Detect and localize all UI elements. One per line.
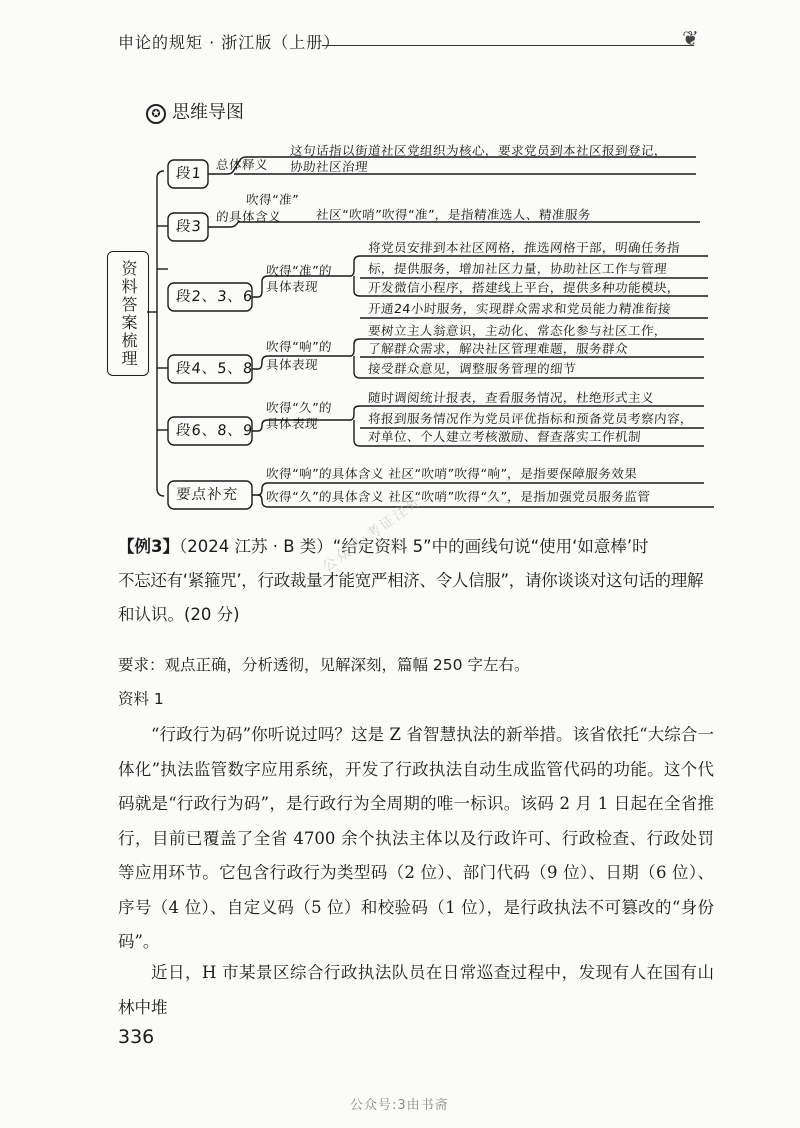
material-paragraph-1: “行政行为码”你听说过吗？这是 Z 省智慧执法的新举措。该省依托“大综合一体化”执法监管数字应用系统，开发了行政执法自动生成监管代码的功能。这个代码就是“行政行为码”，是行政行为全周期的唯一标识。该码 2 月 1 日起在全省推行，目前已覆盖了全省 4700 余个执法主体以及行政许可、行政检查、行政处罚等应用环节。它包含行政行为类型码（2 位）、部门代码（9 位）、日期（6 位）、序号（4 位）、自定义码（5 位）和校验码（1 位），是行政执法不可篡改的“身份码”。 [118,725,714,951]
p3-line: 社区“吹哨”吹得“准”，是指精准选人、精准服务 [315,207,592,222]
p458-line-1: 要树立主人翁意识，主动化、常态化参与社区工作， [367,323,668,338]
sprout-icon: ❦ [682,26,699,50]
example-text-2: 不忘还有‘紧箍咒’，行政裁量才能宽严相济、令人信服”，请你谈谈对这句话的理解 [118,571,704,590]
p689-label-2: 具体表现 [265,416,319,431]
p458-label-2: 具体表现 [265,357,319,372]
material-title: 资料 1 [118,690,164,708]
node-p3: 段3 [175,219,203,235]
p689-line-3: 对单位、个人建立考核激励、督查落实工作机制 [367,429,642,444]
header-rule [322,45,694,46]
mindmap-heading [146,98,244,124]
p236-label-2: 具体表现 [265,279,319,294]
node-p1: 段1 [175,166,203,182]
example-text-1: （2024 江苏 · B 类）“给定资料 5”中的画线句说“使用‘如意棒’时 [178,537,649,556]
material-paragraph-2: 近日，H 市某景区综合行政执法队员在日常巡查过程中，发现有人在国有山林中堆 [118,963,714,1017]
mindmap-root: 资料答案梳理 [107,251,149,376]
watermark: 公众号:考证注外 [319,492,426,576]
node-p689: 段6、8、9 [175,423,254,439]
star-badge-icon: ✪ [146,104,166,124]
p3-label-2: 的具体含义 [215,209,282,224]
page-number: 336 [118,1026,155,1048]
p458-label-1: 吹得“响”的 [265,339,333,354]
p3-label-1: 吹得“准” [245,192,300,207]
example-question [118,530,718,632]
p236-label-1: 吹得“准”的 [265,263,333,278]
mindmap-heading-text: 思维导图 [172,102,244,123]
requirement: 要求：观点正确，分析透彻，见解深刻，篇幅 250 字左右。 [118,656,530,674]
p689-line-2: 将报到服务情况作为党员评优指标和预备党员考察内容， [367,411,694,426]
running-header: 申论的规矩 · 浙江版（上册） [118,33,341,52]
p689-line-1: 随时调阅统计报表，查看服务情况，杜绝形式主义 [367,390,655,405]
node-p236: 段2、3、6 [175,289,254,305]
p236-line-4: 开通24小时服务，实现群众需求和党员能力精准衔接 [367,301,672,316]
sup-line-2: 吹得“久”的具体含义 社区“吹哨”吹得“久”，是指加强党员服务监管 [265,489,651,504]
node-p458: 段4、5、8 [175,361,254,377]
p236-line-1: 将党员安排到本社区网格，推选网格干部，明确任务指 [367,240,681,255]
p1-label: 总体释义 [215,157,269,172]
sup-line-1: 吹得“响”的具体含义 社区“吹哨”吹得“响”，是指要保障服务效果 [265,466,638,481]
p1-line-1: 这句话指以街道社区党组织为核心，要求党员到本社区报到登记， [289,143,668,158]
example-tag: 【例3】 [118,537,179,556]
p236-line-2: 标，提供服务，增加社区力量，协助社区工作与管理 [367,261,668,276]
p689-label-1: 吹得“久”的 [265,400,333,415]
footer-mark: 公众号:3由书斋 [350,1098,449,1113]
p458-line-3: 接受群众意见，调整服务管理的细节 [367,361,577,376]
p1-line-2: 协助社区治理 [289,159,369,174]
example-text-3: 和认识。(20 分) [118,605,240,624]
node-supplement: 要点补充 [175,487,239,503]
p458-line-2: 了解群众需求，解决社区管理难题，服务群众 [367,341,629,356]
p236-line-3: 开发微信小程序，搭建线上平台，提供多种功能模块， [367,280,681,295]
